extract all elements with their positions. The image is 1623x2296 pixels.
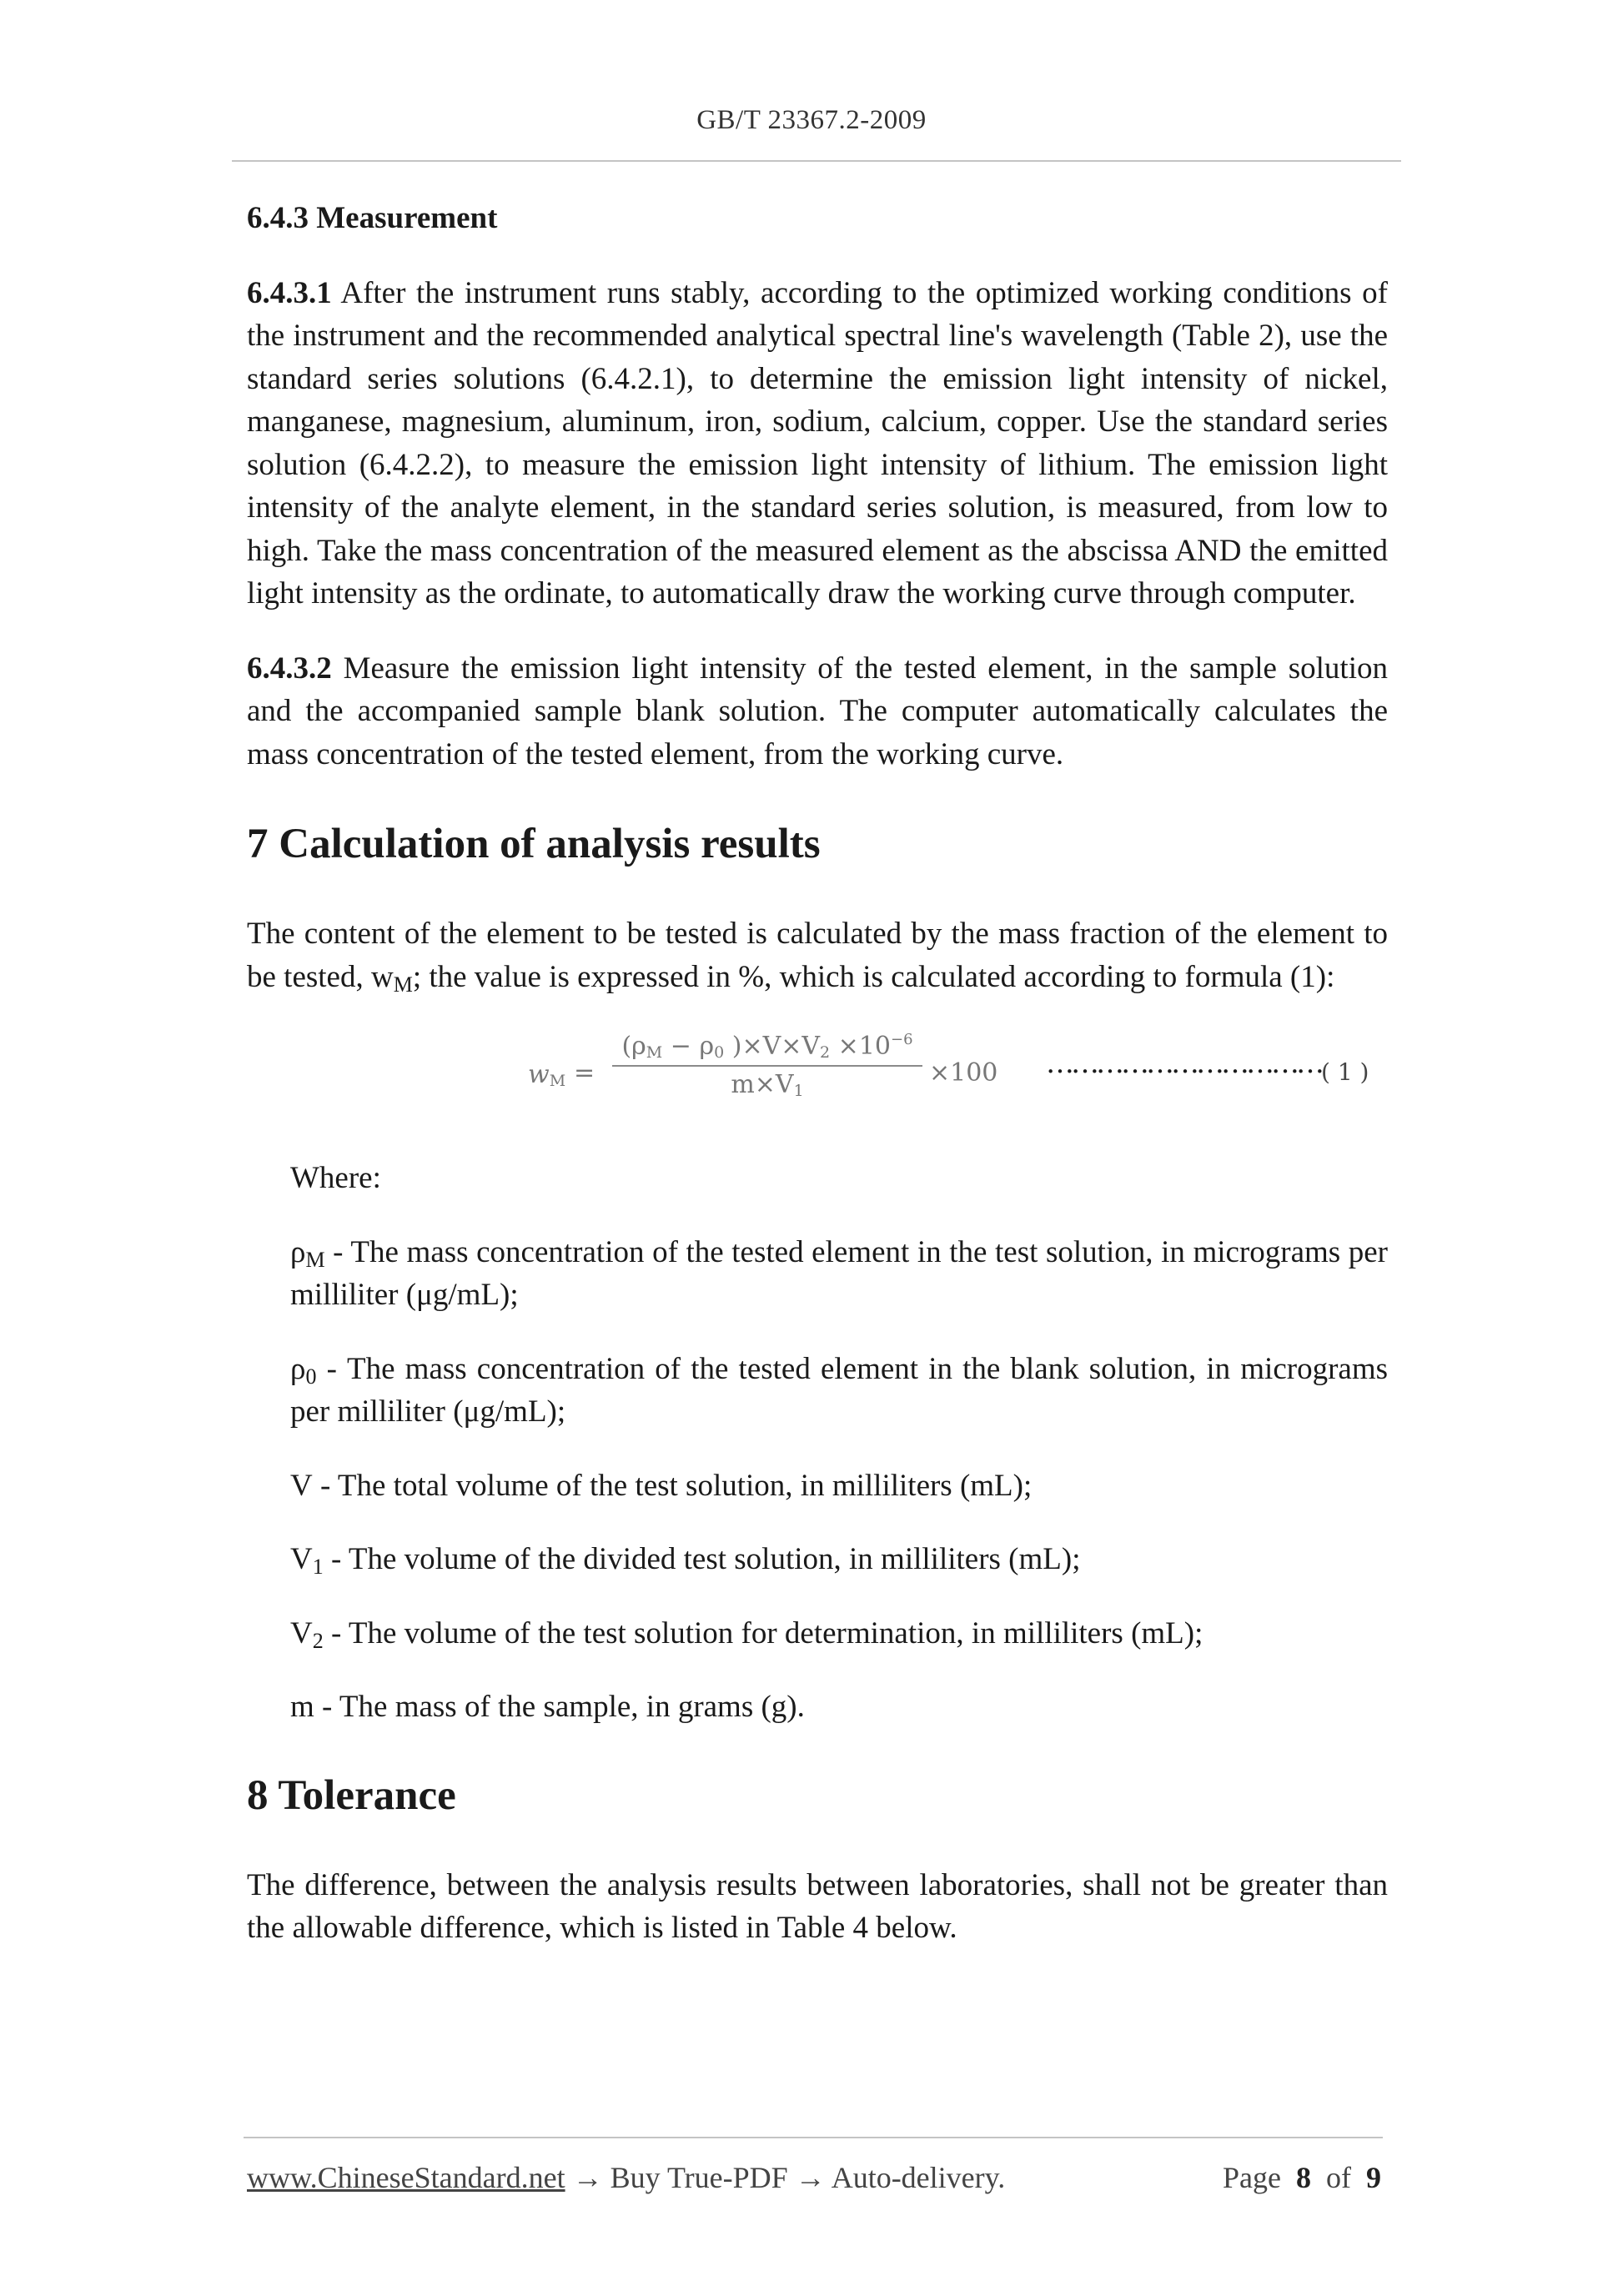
heading-section-8: 8 Tolerance: [247, 1771, 456, 1819]
formula-denominator: $m\times V_1$: [731, 1070, 804, 1100]
heading-section-7: 7 Calculation of analysis results: [247, 821, 821, 867]
paragraph-text: After the instrument runs stably, according to the optimized working conditions of the instrument and the recommended analytical spectral line's wavelength (Table 2), use the standard series solutions (6.4.2.1), to determine the emission light intensity of nickel, manganese, magnesium, aluminum, iron, sodium, calcium, copper. Use the standard series solution (6.4.2.2), to measure the emission light intensity of lithium. The emission light intensity of the analyte element, in the standard series solution, is measured, from low to high. Take the mass concentration of the measured element as the abscissa AND the emitted light intensity as the ordinate, to automatically draw the working curve through computer.: [247, 275, 1388, 610]
footer-promo-text: → Buy True-PDF → Auto-delivery.: [565, 2161, 1006, 2194]
definition-m: m - The mass of the sample, in grams (g).: [290, 1690, 805, 1724]
paragraph-section-8: The difference, between the analysis results between laboratories, shall not be greater than the allowable difference, which is listed in Table 4 below.: [247, 1867, 1388, 1945]
heading-6-4-3: 6.4.3 Measurement: [247, 201, 498, 235]
paragraph-6-4-3-1: [247, 272, 1388, 615]
formula-fraction: [612, 1028, 922, 1103]
where-label: Where:: [290, 1161, 381, 1195]
footer-promo: [247, 2160, 1005, 2195]
definition-v: V - The total volume of the test solution, in milliliters (mL);: [290, 1468, 1033, 1503]
header-divider: [232, 160, 1401, 162]
clause-number: 6.4.3.2: [247, 651, 332, 686]
paragraph-text: Measure the emission light intensity of the tested element, in the sample solution and the accompanied sample blank solution. The computer automatically calculates the mass concentration of the tested element, from the working curve.: [247, 651, 1388, 771]
formula-1: [247, 1028, 1388, 1128]
formula-number: ( 1 ): [1321, 1058, 1369, 1086]
definition-v2: $V_2$ - The volume of the test solution for determination, in milliliters (mL);: [290, 1615, 1203, 1653]
clause-number: 6.4.3.1: [247, 275, 332, 310]
definition-rho-0: $\rho_0$ - The mass concentration of the tested element in the blank solution, in micrograms per milliliter (μg/mL);: [290, 1351, 1388, 1429]
total-page-count: 9: [1366, 2161, 1381, 2194]
footer-divider: [244, 2137, 1383, 2138]
definition-rho-m: $\rho_M$ - The mass concentration of the tested element in the test solution, in micrograms per milliliter (μg/mL);: [290, 1234, 1388, 1312]
paragraph-section-7-intro: The content of the element to be tested is calculated by the mass fraction of the element to be tested, $w_M$; the value is expressed in %, which is calculated according to formula (1):: [247, 917, 1388, 997]
footer-website-link[interactable]: www.ChineseStandard.net: [247, 2161, 565, 2194]
paragraph-6-4-3-2: [247, 647, 1388, 776]
formula-leader-dots: ……………………………: [1046, 1047, 1321, 1080]
where-block: [247, 1157, 1388, 1729]
page-header-standard-code: GB/T 23367.2-2009: [696, 105, 927, 135]
formula-multiplier: ×100: [929, 1058, 998, 1088]
document-body: [247, 197, 1388, 1950]
definition-v1: $V_1$ - The volume of the divided test solution, in milliliters (mL);: [290, 1542, 1081, 1579]
formula-lhs: $w_M$: [528, 1060, 566, 1090]
page-indicator: Page 8 of 9: [1223, 2161, 1381, 2194]
current-page-number: 8: [1296, 2161, 1311, 2194]
formula-numerator: ($\rho_M - \rho_0$ )$\times V\times V_2 \times 10^{-6}$: [621, 1031, 913, 1062]
formula-equals: =: [574, 1058, 595, 1088]
